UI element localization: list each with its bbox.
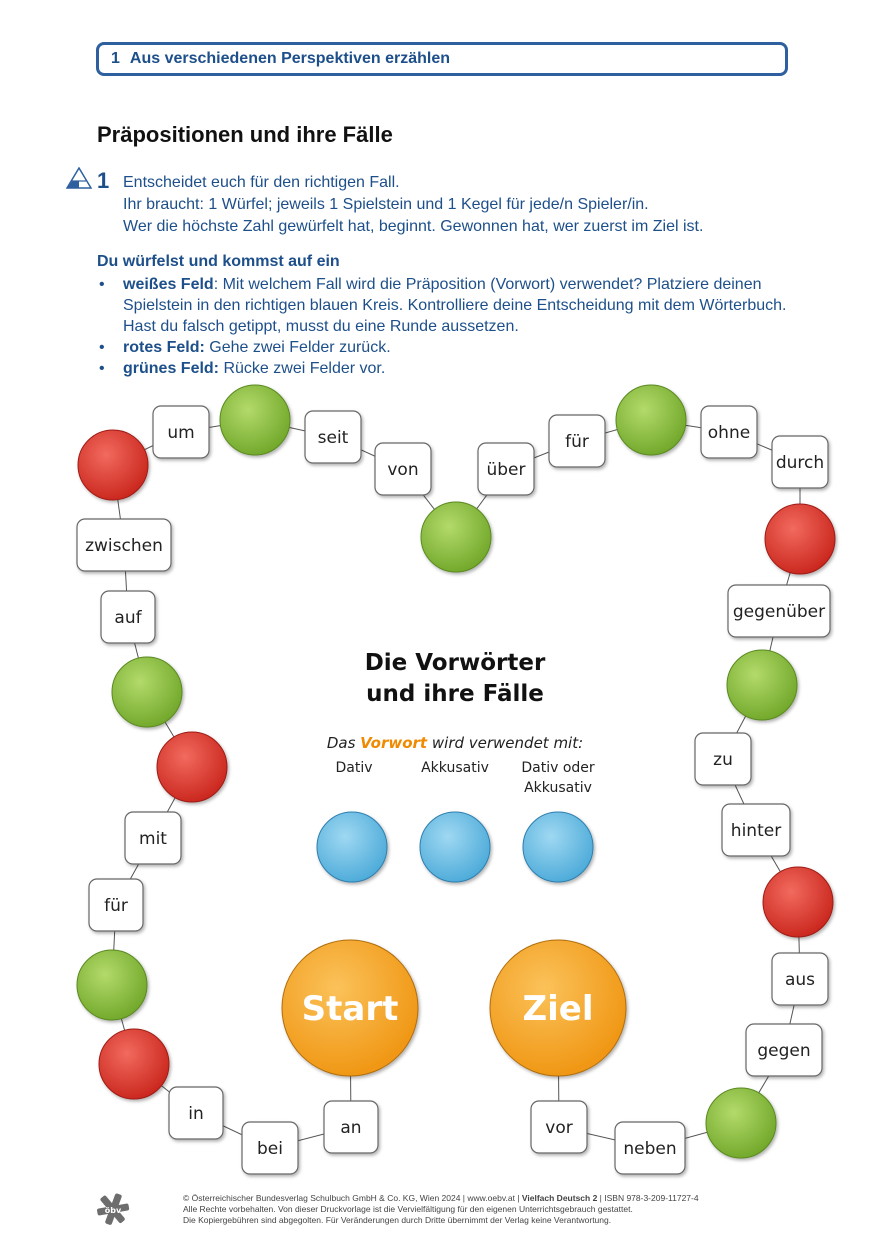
case-target-dativ[interactable]: [317, 812, 387, 882]
oebv-logo: [96, 1192, 130, 1226]
word-field[interactable]: [125, 812, 181, 864]
start-label: Start: [301, 989, 399, 1029]
word-field[interactable]: [478, 443, 534, 495]
word-field-label: in: [188, 1104, 204, 1124]
word-field[interactable]: [549, 415, 605, 467]
word-field-label: hinter: [730, 821, 782, 841]
word-field[interactable]: [772, 953, 828, 1005]
subtitle-after: wird verwendet mit:: [427, 734, 584, 752]
word-field-label: mit: [139, 829, 167, 849]
word-field-label: bei: [257, 1139, 283, 1159]
subtitle-before: Das: [326, 734, 361, 752]
board-fields: [77, 385, 835, 1174]
word-field-label: über: [486, 460, 526, 480]
case-label-both-line2: Akkusativ: [524, 780, 592, 796]
case-target-both[interactable]: [523, 812, 593, 882]
rule-key: weißes Feld: [123, 276, 214, 293]
board-title-line1: Die Vorwörter: [364, 650, 546, 676]
word-field[interactable]: [615, 1122, 685, 1174]
chapter-title: Aus verschiedenen Perspektiven erzählen: [129, 50, 451, 67]
word-field-label: aus: [784, 970, 816, 990]
footer-line1-text: © Österreichischer Bundesverlag Schulbuch GmbH & Co. KG, Wien 2024 | www.oebv.at |: [183, 1193, 522, 1203]
footer-line2: Alle Rechte vorbehalten. Von dieser Druckvorlage ist die Vervielfältigung für den eigenen Unterrichtsgebrauch gestattet.: [183, 1204, 633, 1214]
case-target-akkusativ[interactable]: [420, 812, 490, 882]
green-field[interactable]: [112, 657, 182, 727]
word-field[interactable]: [728, 585, 830, 637]
case-label-both-line1: Dativ oder: [521, 760, 595, 776]
rule-text: Gehe zwei Felder zurück.: [204, 339, 391, 356]
red-field[interactable]: [99, 1029, 169, 1099]
word-field[interactable]: [324, 1101, 378, 1153]
word-field-label: zwischen: [85, 536, 163, 556]
word-field[interactable]: [722, 804, 790, 856]
word-field-label: um: [167, 423, 195, 443]
word-field[interactable]: [375, 443, 431, 495]
word-field-label: von: [387, 460, 419, 480]
word-field[interactable]: [746, 1024, 822, 1076]
task-number: 1: [97, 168, 110, 193]
word-field-label: gegen: [757, 1041, 811, 1061]
bullet-icon: •: [99, 360, 105, 377]
word-field-label: gegenüber: [732, 602, 826, 622]
word-field[interactable]: [169, 1087, 223, 1139]
green-field[interactable]: [706, 1088, 776, 1158]
task-line: Ihr braucht: 1 Würfel; jeweils 1 Spielstein und 1 Kegel für jede/n Spieler/in.: [123, 196, 649, 213]
word-field-label: zu: [713, 750, 733, 770]
word-field[interactable]: [772, 436, 828, 488]
copyright-footer: [183, 1193, 699, 1226]
word-field[interactable]: [695, 733, 751, 785]
word-field[interactable]: [77, 519, 171, 571]
green-field[interactable]: [421, 502, 491, 572]
rule-text: Rücke zwei Felder vor.: [219, 360, 386, 377]
chapter-number: 1: [111, 50, 120, 67]
word-field-label: auf: [114, 608, 142, 628]
footer-isbn: | ISBN 978-3-209-11727-4: [597, 1193, 699, 1203]
red-field[interactable]: [765, 504, 835, 574]
word-field-label: durch: [775, 453, 825, 473]
rule-key: grünes Feld:: [123, 360, 220, 377]
word-field-label: für: [104, 896, 128, 916]
goal-label: Ziel: [522, 989, 594, 1029]
word-field-label: für: [565, 432, 589, 452]
task-line: Entscheidet euch für den richtigen Fall.: [123, 174, 400, 191]
bullet-icon: •: [99, 339, 105, 356]
red-field[interactable]: [157, 732, 227, 802]
bullet-icon: •: [99, 276, 105, 293]
footer-line1: [183, 1193, 699, 1204]
footer-line3: Die Kopiergebühren sind abgegolten. Für Veränderungen durch Dritte übernimmt der Verlag keine Verantwortung.: [183, 1215, 612, 1225]
board-title-line2: und ihre Fälle: [366, 681, 544, 707]
green-field[interactable]: [616, 385, 686, 455]
logo-text: öbv: [104, 1206, 122, 1215]
word-field[interactable]: [531, 1101, 587, 1153]
rule-text: Mit welchem Fall wird die Präposition (Vorwort) verwendet? Platziere deinen Spielstein in den richtigen blauen Kreis. Kontrolliere deine Entscheidung mit dem Wörterbuch. Hast du falsch getippt, musst du eine Runde aussetzen.: [123, 276, 787, 335]
green-field[interactable]: [77, 950, 147, 1020]
rules-heading: Du würfelst und kommst auf ein: [97, 253, 340, 270]
word-field-label: an: [340, 1118, 362, 1138]
green-field[interactable]: [220, 385, 290, 455]
rule-key: rotes Feld:: [123, 339, 205, 356]
red-field[interactable]: [78, 430, 148, 500]
word-field-label: neben: [623, 1139, 677, 1159]
subtitle-accent: Vorwort: [360, 734, 428, 752]
word-field-label: ohne: [707, 423, 751, 443]
word-field-label: seit: [317, 428, 349, 448]
rule-sep: :: [213, 276, 219, 293]
word-field[interactable]: [89, 879, 143, 931]
start-circle: [282, 940, 418, 1076]
red-field[interactable]: [763, 867, 833, 937]
task-line: Wer die höchste Zahl gewürfelt hat, beginnt. Gewonnen hat, wer zuerst im Ziel ist.: [123, 218, 704, 235]
word-field[interactable]: [305, 411, 361, 463]
case-label-akkusativ: Akkusativ: [421, 760, 489, 776]
word-field[interactable]: [101, 591, 155, 643]
word-field[interactable]: [701, 406, 757, 458]
goal-circle: [490, 940, 626, 1076]
word-field[interactable]: [242, 1122, 298, 1174]
footer-book-title: Vielfach Deutsch 2: [521, 1193, 598, 1203]
word-field[interactable]: [153, 406, 209, 458]
board-subtitle: [327, 734, 583, 752]
word-field-label: vor: [545, 1118, 573, 1138]
case-label-dativ: Dativ: [335, 760, 373, 776]
page-title: Präpositionen und ihre Fälle: [97, 122, 393, 147]
green-field[interactable]: [727, 650, 797, 720]
